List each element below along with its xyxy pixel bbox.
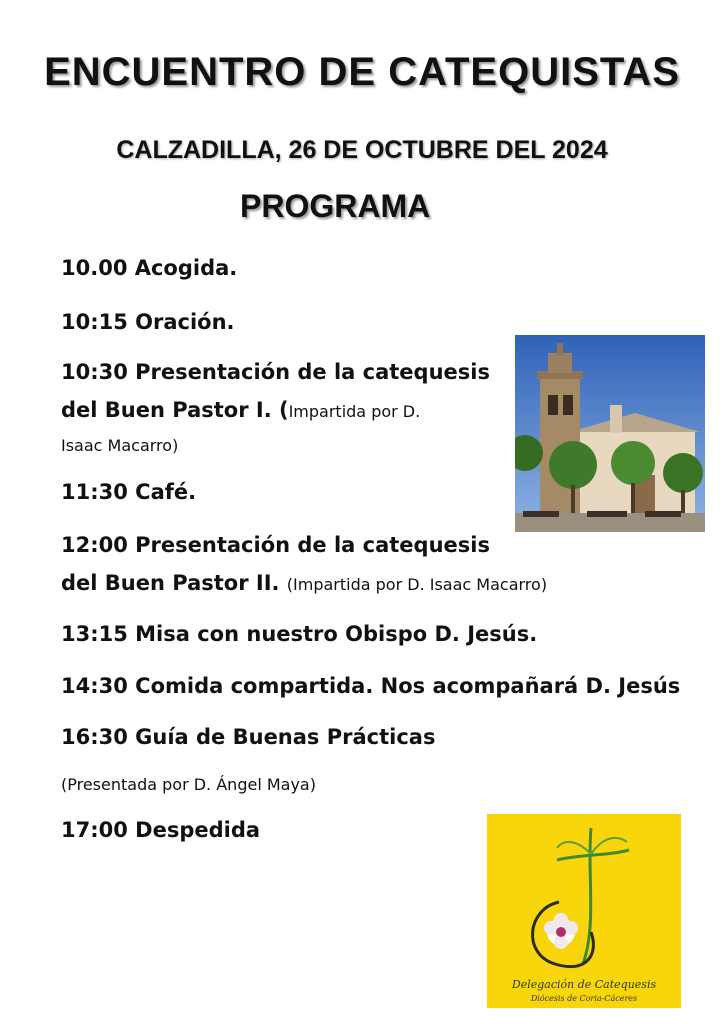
program-item-text: del Buen Pastor I. ( — [61, 398, 289, 422]
program-item-note: (Impartida por D. Isaac Macarro) — [286, 575, 548, 594]
program-heading: PROGRAMA — [240, 188, 431, 224]
program-item-note: Impartida por D. — [288, 402, 421, 421]
page-title: ENCUENTRO DE CATEQUISTAS — [44, 50, 680, 94]
program-item-oracion: 10:15 Oración. — [61, 310, 235, 334]
program-item-acogida: 10.00 Acogida. — [61, 256, 238, 280]
program-item-speaker: Isaac Macarro) — [61, 436, 179, 455]
event-date: CALZADILLA, 26 DE OCTUBRE DEL 2024 — [116, 136, 608, 164]
logo-subtitle: Diócesis de Coria-Cáceres — [530, 994, 638, 1003]
program-item-presentacion-2: 12:00 Presentación de la catequesis — [61, 533, 490, 557]
program-item-despedida: 17:00 Despedida — [61, 818, 261, 842]
program-item-presentacion-2-cont — [61, 571, 547, 595]
program-item-text: del Buen Pastor II. — [61, 571, 280, 595]
program-item-misa: 13:15 Misa con nuestro Obispo D. Jesús. — [61, 622, 538, 646]
logo-title: Delegación de Catequesis — [511, 978, 657, 991]
program-item-presentacion-1: 10:30 Presentación de la catequesis — [61, 360, 490, 384]
program-item-presentacion-1-cont — [61, 398, 420, 422]
catechesis-logo — [487, 814, 681, 1008]
program-item-guia: 16:30 Guía de Buenas Prácticas — [61, 725, 436, 749]
church-photo — [515, 335, 705, 532]
program-item-comida: 14:30 Comida compartida. Nos acompañará D. Jesús — [61, 674, 681, 698]
program-item-guia-speaker: (Presentada por D. Ángel Maya) — [61, 775, 316, 794]
program-item-cafe: 11:30 Café. — [61, 480, 197, 504]
